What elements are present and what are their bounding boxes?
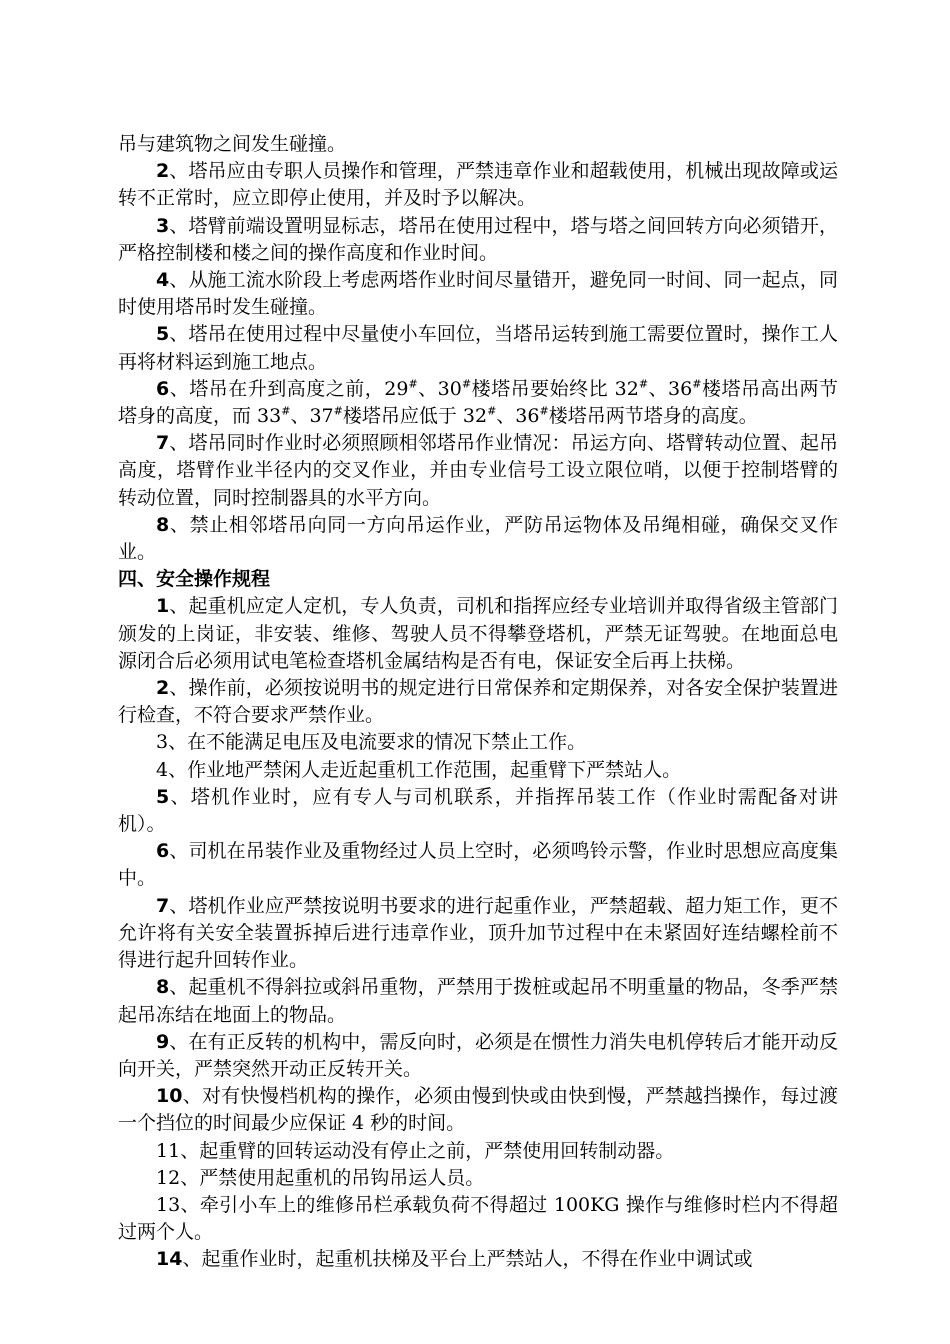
item-number: 5 xyxy=(156,323,170,346)
paragraph-op-1 xyxy=(118,593,838,675)
document-page xyxy=(118,131,838,1274)
building-mark: # xyxy=(461,377,472,391)
item-text: 、起重机不得斜拉或斜吊重物，严禁用于拨桩或起吊不明重量的物品，冬季严禁起吊冻结在地面上的物品。 xyxy=(118,976,838,1026)
building-mark: # xyxy=(333,404,343,418)
item-text: 、司机在吊装作业及重物经过人员上空时，必须鸣铃示警，作业时思想应高度集中。 xyxy=(118,840,838,890)
item-text: 、对有快慢档机构的操作，必须由慢到快或由快到慢，严禁越挡操作，每过渡一个挡位的时间最少应保证 4 秒的时间。 xyxy=(118,1085,838,1135)
section3-items-a xyxy=(118,158,838,376)
item-number: 8 xyxy=(156,513,170,536)
item-number: 6 xyxy=(156,377,170,400)
building-mark: # xyxy=(539,404,549,418)
item-number: 12 xyxy=(156,1166,181,1189)
item-number: 9 xyxy=(156,1030,170,1053)
paragraph-op-5 xyxy=(118,784,838,838)
item-text: 、塔吊应由专职人员操作和管理，严禁违章作业和超载使用，机械出现故障或运转不正常时，应立即停止使用，并及时予以解决。 xyxy=(118,160,838,210)
building-mark: # xyxy=(281,404,291,418)
paragraph-item-8 xyxy=(118,512,838,566)
paragraph-op-2 xyxy=(118,675,838,729)
item-text: 、30 xyxy=(417,377,462,400)
building-mark: # xyxy=(408,377,418,391)
paragraph-op-12 xyxy=(118,1165,838,1192)
item-number: 3 xyxy=(156,214,170,237)
item-text: 、37 xyxy=(290,405,334,428)
item-text: 、36 xyxy=(496,405,540,428)
item-text: 楼塔吊高出两节塔身的高度，而 33 xyxy=(118,377,838,428)
paragraph-op-11 xyxy=(118,1138,838,1165)
item-number: 2 xyxy=(156,160,170,183)
paragraph-op-14 xyxy=(118,1246,838,1273)
paragraph-item-7 xyxy=(118,430,838,512)
item-text: 、塔机作业应严禁按说明书要求的进行起重作业，严禁超载、超力矩工作，更不允许将有关安全装置拆掉后进行违章作业，顶升加节过程中在未紧固好连结螺栓前不得进行起升回转作业。 xyxy=(118,894,838,972)
item-number: 8 xyxy=(156,976,170,999)
item-number: 3 xyxy=(156,731,169,754)
item-text: 、起重作业时，起重机扶梯及平台上严禁站人，不得在作业中调试或 xyxy=(182,1248,753,1271)
section3-items-b xyxy=(118,430,838,566)
item-number: 5 xyxy=(156,785,170,808)
item-text: 、起重臂的回转运动没有停止之前，严禁使用回转制动器。 xyxy=(180,1139,675,1162)
paragraph-item-3 xyxy=(118,213,838,267)
item-number: 2 xyxy=(156,677,170,700)
item-text: 、在有正反转的机构中，需反向时，必须是在惯性力消失电机停转后才能开动反向开关，严禁突然开动正反转开关。 xyxy=(118,1030,838,1080)
item-number: 7 xyxy=(156,894,170,917)
item-text: 、在不能满足电压及电流要求的情况下禁止工作。 xyxy=(168,731,587,754)
paragraph-item-2 xyxy=(118,158,838,212)
item-text: 、起重机应定人定机，专人负责，司机和指挥应经专业培训并取得省级主管部门颁发的上岗证，非安装、维修、驾驶人员不得攀登塔机，严禁无证驾驶。在地面总电源闭合后必须用试电笔检查塔机金属结构是否有电，保证安全后再上扶梯。 xyxy=(118,595,838,672)
paragraph-op-4 xyxy=(118,757,838,784)
item-text: 、36 xyxy=(648,377,693,400)
item-text: 、塔机作业时，应有专人与司机联系，并指挥吊装工作（作业时需配备对讲机）。 xyxy=(118,785,838,836)
section-heading: 四、安全操作规程 xyxy=(118,568,271,591)
paragraph-op-9 xyxy=(118,1029,838,1083)
item-text: 、从施工流水阶段上考虑两塔作业时间尽量错开，避免同一时间、同一起点，同时使用塔吊时发生碰撞。 xyxy=(118,269,838,319)
item-number: 14 xyxy=(156,1248,183,1271)
item-text: 、塔吊在使用过程中尽量使小车回位，当塔吊运转到施工需要位置时，操作工人再将材料运到施工地点。 xyxy=(118,323,838,373)
item-text: 、作业地严禁闲人走近起重机工作范围，起重臂下严禁站人。 xyxy=(168,758,682,781)
paragraph-op-6 xyxy=(118,838,838,892)
paragraph-item-5 xyxy=(118,321,838,375)
item-text: 、塔吊同时作业时必须照顾相邻塔吊作业情况：吊运方向、塔臂转动位置、起吊高度，塔臂作业半径内的交叉作业，并由专业信号工设立限位哨，以便于控制塔臂的转动位置，同时控制器具的水平方向。 xyxy=(118,432,838,509)
item-number: 6 xyxy=(156,840,170,863)
item-text: 、操作前，必须按说明书的规定进行日常保养和定期保养，对各安全保护装置进行检查，不符合要求严禁作业。 xyxy=(118,677,838,727)
item-number: 4 xyxy=(156,758,169,781)
paragraph-op-8 xyxy=(118,974,838,1028)
item-text: 、牵引小车上的维修吊栏承载负荷不得超过 100KG 操作与维修时栏内不得超过两个人。 xyxy=(118,1193,838,1244)
item-text: 、禁止相邻塔吊向同一方向吊运作业，严防吊运物体及吊绳相碰，确保交叉作业。 xyxy=(118,513,838,564)
item-text: 、塔吊在升到高度之前，29 xyxy=(169,377,409,400)
item-text: 楼塔吊两节塔身的高度。 xyxy=(548,405,758,428)
building-mark: # xyxy=(692,377,702,391)
item-number: 11 xyxy=(156,1139,181,1162)
paragraph-op-7 xyxy=(118,893,838,975)
item-text: 、塔臂前端设置明显标志，塔吊在使用过程中，塔与塔之间回转方向必须错开，严格控制楼和楼之间的操作高度和作业时间。 xyxy=(118,214,838,264)
paragraph-op-10 xyxy=(118,1083,838,1137)
building-mark: # xyxy=(638,377,649,391)
paragraph-op-13 xyxy=(118,1192,838,1246)
paragraph-carry-over: 吊与建筑物之间发生碰撞。 xyxy=(118,133,347,155)
item-text: 楼塔吊应低于 32 xyxy=(342,405,488,428)
paragraph-op-3 xyxy=(118,729,838,756)
item-text: 楼塔吊要始终比 32 xyxy=(471,377,639,400)
section4-items xyxy=(118,593,838,1273)
building-mark: # xyxy=(487,404,497,418)
item-number: 4 xyxy=(156,269,170,292)
item-number: 10 xyxy=(156,1085,183,1108)
item-text: 、严禁使用起重机的吊钩吊运人员。 xyxy=(180,1166,485,1189)
item-number: 7 xyxy=(156,432,170,455)
paragraph-item-6 xyxy=(118,376,838,430)
item-number: 13 xyxy=(156,1193,181,1216)
paragraph-item-4 xyxy=(118,267,838,321)
item-number: 1 xyxy=(156,595,170,618)
